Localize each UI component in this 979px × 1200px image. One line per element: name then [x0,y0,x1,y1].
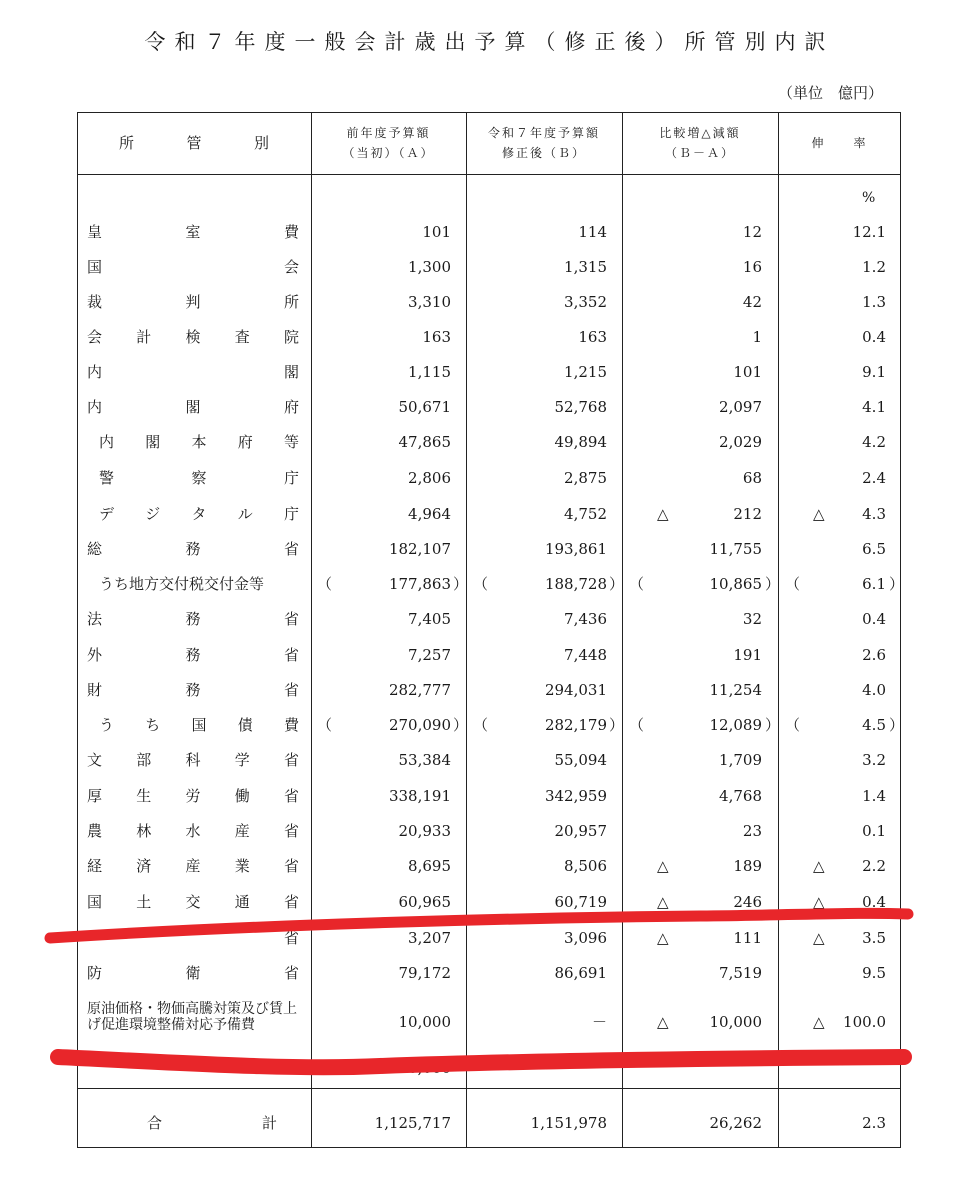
row-name [87,1050,299,1085]
decrease-triangle: △ [657,892,669,911]
row-col-a: 270,090 [388,715,451,734]
row-col-b: 52,768 [554,397,607,416]
row-col-b: 294,031 [544,680,607,699]
row-col-b: 3,352 [564,292,607,311]
row-name-char: 産 [234,822,250,840]
unit-label: （単位 億円） [778,84,884,102]
row-col-b: 8,506 [564,856,607,875]
row-name: 省 [283,929,299,947]
paren-close: ） [765,716,781,734]
row-col-a: 8,695 [408,856,451,875]
row-name-char: 費 [283,223,299,241]
row-name-char: 省 [283,610,299,628]
table-row [77,389,901,424]
row-col-a: 10,000 [398,1012,451,1031]
row-name-char: 院 [283,328,299,346]
paren-close: ） [609,575,625,593]
row-col-c: 12,089 [709,715,762,734]
total-label-char: 計 [261,1114,277,1132]
row-name-char: 判 [185,293,201,311]
row-col-d: 100.0 [843,1012,886,1031]
row-col-b: 86,691 [554,963,607,982]
header-name [77,112,311,174]
table-row [77,284,901,319]
row-name [99,496,299,531]
row-name-char: 衛 [185,964,201,982]
paren-close: ） [889,575,905,593]
row-name-char: 庁 [283,469,299,487]
row-col-a: 101 [422,222,451,241]
row-name-char: 室 [185,223,201,241]
table-row [77,566,905,601]
row-name-char: 務 [185,646,201,664]
row-col-c: 2,097 [719,397,762,416]
row-col-c: 1,709 [719,750,762,769]
percent-unit-label: % [862,190,876,206]
header-col-a-line1: 前年度予算額 [346,126,431,140]
table-row [77,1001,901,1039]
row-name-char: 債 [237,716,253,734]
row-name-char: 検 [185,328,201,346]
row-col-a: 10,000 [398,1058,451,1077]
row-col-a: 2,806 [408,468,451,487]
row-name-char: 外 [87,646,103,664]
row-name-char: 府 [283,398,299,416]
row-col-d: 12.1 [852,222,886,241]
header-col-b-line2: 修正後（Ｂ） [501,146,586,160]
row-col-d [778,1050,886,1085]
table-row [77,354,901,389]
row-col-d: 1.2 [862,257,886,276]
row-name [87,955,299,990]
row-col-c: 189 [733,856,762,875]
row-col-b: 282,179 [544,715,607,734]
row-name-char: 警 [99,469,115,487]
row-col-a: 50,671 [398,397,451,416]
row-col-c: 12 [742,222,762,241]
row-name-char: 防 [87,964,103,982]
row-col-c: 11,254 [709,680,762,699]
row-name: うち地方交付税交付金等 [99,575,265,593]
header-col-c-line2: （Ｂ－Ａ） [664,146,735,160]
row-name-char: 農 [87,822,103,840]
total-col-b: 1,151,978 [530,1113,607,1132]
row-name [99,707,299,742]
row-col-d: 9.1 [862,362,886,381]
row-col-a: 7,405 [408,609,451,628]
row-name-char: 国 [87,893,103,911]
table-row [77,672,901,707]
row-name [99,460,299,495]
row-col-a: 47,865 [398,432,451,451]
row-name-char: ル [237,505,253,523]
row-col-a: 177,863 [388,574,451,593]
row-name-char: 厚 [87,787,103,805]
row-col-a: 79,172 [398,963,451,982]
row-col-c: 4,768 [719,786,762,805]
row-name-char: 法 [87,610,103,628]
row-col-c: 191 [733,645,762,664]
row-col-d: 0.4 [862,327,886,346]
table-row [77,884,901,919]
row-col-b: 1,215 [564,362,607,381]
paren-open: （ [473,575,489,593]
row-col-d: 2.2 [862,856,886,875]
row-name [87,742,299,777]
row-name-char: 省 [283,540,299,558]
row-col-c: 111 [733,928,762,947]
total-col-a: 1,125,717 [374,1113,451,1132]
row-col-c: 212 [733,504,762,523]
row-col-a: 3,310 [408,292,451,311]
table-row [77,214,901,249]
row-name-char: う [99,716,115,734]
row-col-a: 60,965 [398,892,451,911]
row-name-char: 部 [136,751,152,769]
row-name [87,389,299,424]
row-col-b: 342,959 [544,786,607,805]
row-name-char: 査 [234,328,250,346]
row-col-b: 20,957 [554,821,607,840]
row-name-char: タ [191,505,207,523]
table-row [77,707,905,742]
row-col-d: 0.4 [862,892,886,911]
row-col-d: 2.6 [862,645,886,664]
row-name-char: 本 [191,433,207,451]
row-name-char: 林 [136,822,152,840]
paren-close: ） [453,716,469,734]
row-col-d: 4.1 [862,397,886,416]
paren-close: ） [889,716,905,734]
decrease-triangle: △ [657,504,669,523]
row-col-b [466,1050,607,1085]
row-col-a: 182,107 [388,539,451,558]
row-col-a: 282,777 [388,680,451,699]
paren-open: （ [317,716,333,734]
row-col-b: 1,315 [564,257,607,276]
decrease-triangle: △ [657,856,669,875]
decrease-triangle: △ [813,1012,825,1031]
row-name-char: 業 [234,857,250,875]
row-name-char: 費 [283,716,299,734]
header-col-a-line2: （当初）（Ａ） [342,146,435,160]
paren-open: （ [317,575,333,593]
row-name-char: 庁 [283,505,299,523]
row-name [87,672,299,707]
row-col-d: 1.4 [862,786,886,805]
row-col-c: 23 [742,821,762,840]
row-name-char: 省 [283,964,299,982]
header-name-char: 管 [186,134,202,152]
table-row [77,496,901,531]
row-name-char: 土 [136,893,152,911]
row-name-char: 交 [185,893,201,911]
row-col-c: 2,029 [719,432,762,451]
total-label [147,1105,277,1140]
row-name-char: 省 [283,681,299,699]
table-row [77,1050,901,1085]
paren-open: （ [629,716,645,734]
row-name-char: 府 [237,433,253,451]
row-name-char: 閣 [145,433,161,451]
row-col-a: 4,964 [408,504,451,523]
row-name-char: 務 [185,540,201,558]
row-name [87,601,299,636]
row-col-d: 4.3 [862,504,886,523]
row-col-c: 101 [733,362,762,381]
table-row [77,848,901,883]
total-col-d: 2.3 [862,1113,886,1132]
row-name [87,214,299,249]
row-col-d: 3.5 [862,928,886,947]
row-col-b: 55,094 [554,750,607,769]
row-col-c: 16 [742,257,762,276]
row-name-char: 省 [283,893,299,911]
row-col-a: 1,300 [408,257,451,276]
row-name [87,813,299,848]
row-name [87,249,299,284]
row-col-d: 9.5 [862,963,886,982]
row-col-c: 11,755 [709,539,762,558]
row-name-char: 等 [283,433,299,451]
row-name [87,848,299,883]
row-col-a: 53,384 [398,750,451,769]
row-name [87,531,299,566]
row-col-d: 4.5 [862,715,886,734]
table-row [77,601,901,636]
row-col-b: 193,861 [544,539,607,558]
table-row [77,920,901,955]
row-name-char: 内 [87,398,103,416]
row-name-char: 務 [185,610,201,628]
header-col-d-label: 伸 率 [811,136,868,150]
row-name [87,319,299,354]
row-name-char: 学 [234,751,250,769]
decrease-triangle: △ [813,504,825,523]
row-name-char: 務 [185,681,201,699]
row-name-char: 済 [136,857,152,875]
paren-close: ） [765,575,781,593]
row-col-d: 2.4 [862,468,886,487]
row-col-b: 163 [578,327,607,346]
row-name-char: 省 [283,787,299,805]
row-name-char: 裁 [87,293,103,311]
header-col-d [778,112,901,174]
row-col-b: 60,719 [554,892,607,911]
table-row [77,249,901,284]
table-row [77,531,901,566]
row-col-d: 6.5 [862,539,886,558]
header-name-char: 別 [253,134,269,152]
row-col-b: 49,894 [554,432,607,451]
row-name-char: 経 [87,857,103,875]
row-col-d: 4.0 [862,680,886,699]
table-row [77,955,901,990]
row-col-b: 4,752 [564,504,607,523]
row-name-char: 内 [99,433,115,451]
row-col-d: 0.4 [862,609,886,628]
row-col-d: 4.2 [862,432,886,451]
header-col-a [311,112,466,174]
row-col-b: 2,875 [564,468,607,487]
row-col-d: 0.1 [862,821,886,840]
row-col-b: － [591,1013,607,1031]
row-name-char: ジ [145,505,161,523]
row-name [87,284,299,319]
row-name-char: 察 [191,469,207,487]
row-col-a: 338,191 [388,786,451,805]
row-name [87,884,299,919]
paren-open: （ [473,716,489,734]
row-name-char: 閣 [283,363,299,381]
row-col-d: 6.1 [862,574,886,593]
paren-close: ） [609,716,625,734]
row-name-char: 国 [191,716,207,734]
paren-open: （ [785,716,801,734]
row-name-char: 内 [87,363,103,381]
decrease-triangle: △ [813,856,825,875]
decrease-triangle: △ [657,928,669,947]
row-name-char: 文 [87,751,103,769]
row-name-char: 科 [185,751,201,769]
header-name-char: 所 [119,134,135,152]
table-row [77,637,901,672]
row-col-c: 10,000 [709,1012,762,1031]
row-name-char: 皇 [87,223,103,241]
row-col-d: 3.2 [862,750,886,769]
row-name-char: 所 [283,293,299,311]
header-col-b-line1: 令和７年度予算額 [487,126,600,140]
row-col-c [622,1050,762,1085]
row-col-c: 32 [742,609,762,628]
row-name-char: 会 [87,328,103,346]
table-row [77,319,901,354]
row-name-char: 省 [283,857,299,875]
row-col-b: 188,728 [544,574,607,593]
table-row [77,742,901,777]
row-col-b: 7,448 [564,645,607,664]
row-col-c: 7,519 [719,963,762,982]
paren-open: （ [629,575,645,593]
row-name-char: 総 [87,540,103,558]
total-col-c: 26,262 [709,1113,762,1132]
row-name [87,354,299,389]
row-col-a: 7,257 [408,645,451,664]
row-col-b: 114 [578,222,607,241]
row-name-char: 省 [283,646,299,664]
paren-open: （ [785,575,801,593]
header-col-c-line1: 比較増△減額 [659,126,741,140]
row-col-b: 3,096 [564,928,607,947]
table-row [77,424,901,459]
row-col-d: 1.3 [862,292,886,311]
row-name-char: 省 [283,751,299,769]
row-col-c: 1 [752,327,762,346]
table-row [77,460,901,495]
row-name-char: 水 [185,822,201,840]
row-name-char: デ [99,505,115,523]
decrease-triangle: △ [813,892,825,911]
table-row [77,813,901,848]
header-col-c [622,112,778,174]
row-name: 原油価格・物価高騰対策及び賃上げ促進環境整備対応予備費 [87,1001,297,1033]
row-col-c: 42 [742,292,762,311]
header-col-b [466,112,622,174]
row-name-char: 働 [234,787,250,805]
total-label-char: 合 [147,1114,163,1132]
decrease-triangle: △ [813,928,825,947]
decrease-triangle: △ [657,1012,669,1031]
header-divider [77,174,901,175]
row-col-a: 20,933 [398,821,451,840]
row-name-char: 会 [283,258,299,276]
row-col-c: 68 [742,468,762,487]
row-name-char: 国 [87,258,103,276]
row-col-a: 163 [422,327,451,346]
row-col-c: 10,865 [709,574,762,593]
row-name [87,778,299,813]
row-col-c: 246 [733,892,762,911]
total-divider [77,1088,901,1089]
row-col-a: 1,115 [408,362,451,381]
total-row [77,1105,901,1140]
row-name-char: 産 [185,857,201,875]
row-name-char: ち [145,716,161,734]
row-name [99,424,299,459]
paren-close: ） [453,575,469,593]
row-name-char: 省 [283,822,299,840]
row-name-char: 計 [136,328,152,346]
row-name-char: 閣 [185,398,201,416]
page-title: 令和７年度一般会計歳出予算（修正後）所管別内訳 [144,30,835,54]
table-row [77,778,901,813]
row-col-a: 3,207 [408,928,451,947]
row-name-char: 生 [136,787,152,805]
row-col-b: 7,436 [564,609,607,628]
row-name-char: 労 [185,787,201,805]
row-name [87,637,299,672]
row-name-char: 財 [87,681,103,699]
row-name-char: 通 [234,893,250,911]
